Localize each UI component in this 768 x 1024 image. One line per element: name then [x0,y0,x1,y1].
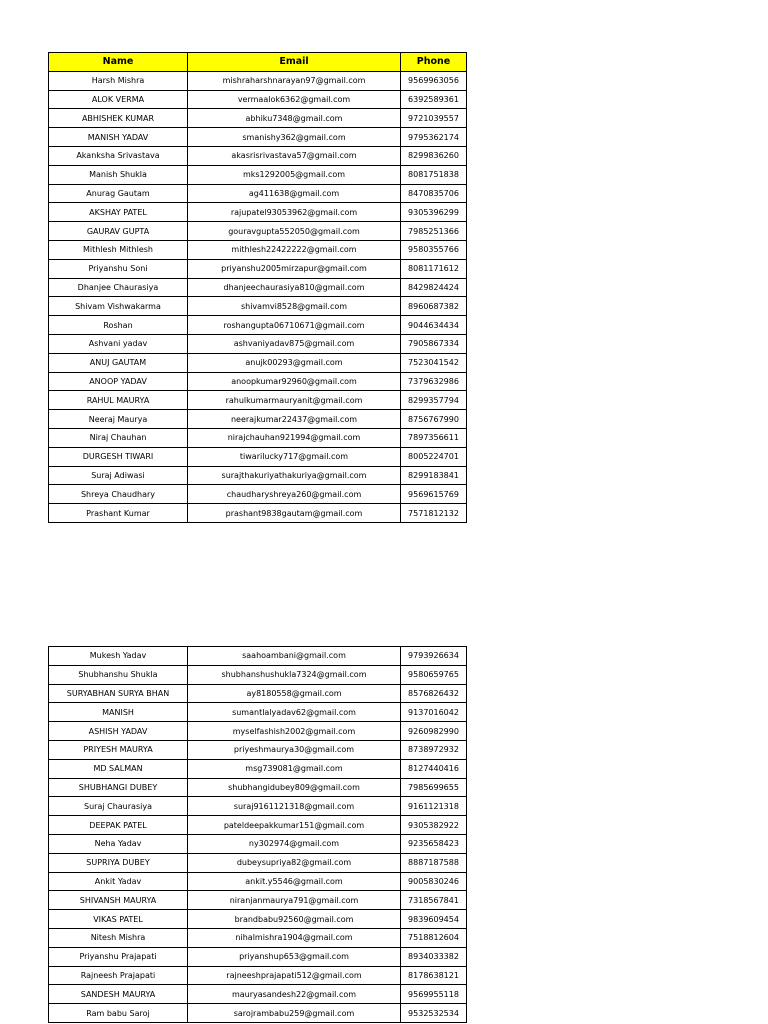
phone-cell: 8299357794 [401,391,467,410]
name-cell: DEEPAK PATEL [49,816,188,835]
email-cell: roshangupta06710671@gmail.com [188,316,401,335]
phone-cell: 8576826432 [401,684,467,703]
name-cell: Ankit Yadav [49,872,188,891]
name-cell: ANOOP YADAV [49,372,188,391]
table-row [49,684,467,703]
table-1-body [49,71,467,522]
name-cell: Harsh Mishra [49,71,188,90]
name-cell: Nitesh Mishra [49,928,188,947]
table-row [49,203,467,222]
phone-cell: 9569963056 [401,71,467,90]
email-cell: ankit.y5546@gmail.com [188,872,401,891]
phone-cell: 7318567841 [401,891,467,910]
table-row [49,466,467,485]
table-row [49,165,467,184]
phone-cell: 9305382922 [401,816,467,835]
email-cell: shubhangidubey809@gmail.com [188,778,401,797]
table-row [49,372,467,391]
phone-cell: 7379632986 [401,372,467,391]
table-row [49,853,467,872]
name-cell: DURGESH TIWARI [49,447,188,466]
email-cell: msg739081@gmail.com [188,759,401,778]
name-cell: Suraj Chaurasiya [49,797,188,816]
phone-cell: 8127440416 [401,759,467,778]
contacts-table-1 [48,52,467,523]
table-row [49,259,467,278]
email-cell: rahulkumarmauryanit@gmail.com [188,391,401,410]
phone-cell: 7518812604 [401,928,467,947]
name-cell: Niraj Chauhan [49,428,188,447]
phone-cell: 8299183841 [401,466,467,485]
table-row [49,797,467,816]
email-cell: priyanshup653@gmail.com [188,947,401,966]
email-cell: chaudharyshreya260@gmail.com [188,485,401,504]
table-row [49,485,467,504]
table-row [49,504,467,523]
phone-cell: 7523041542 [401,353,467,372]
phone-cell: 6392589361 [401,90,467,109]
email-cell: dubeysupriya82@gmail.com [188,853,401,872]
table-row [49,740,467,759]
email-cell: akasrisrivastava57@gmail.com [188,146,401,165]
phone-cell: 9569615769 [401,485,467,504]
table-row [49,428,467,447]
email-cell: smanishy362@gmail.com [188,128,401,147]
header-name: Name [49,53,188,72]
email-cell: sarojrambabu259@gmail.com [188,1004,401,1023]
phone-cell: 9235658423 [401,834,467,853]
name-cell: Anurag Gautam [49,184,188,203]
phone-cell: 9793926634 [401,647,467,666]
table-row [49,109,467,128]
table-row [49,816,467,835]
email-cell: mithlesh22422222@gmail.com [188,240,401,259]
phone-cell: 8178638121 [401,966,467,985]
phone-cell: 9795362174 [401,128,467,147]
name-cell: Manish Shukla [49,165,188,184]
name-cell: Dhanjee Chaurasiya [49,278,188,297]
table-row [49,910,467,929]
phone-cell: 9580355766 [401,240,467,259]
email-cell: ny302974@gmail.com [188,834,401,853]
table-row [49,353,467,372]
name-cell: Priyanshu Prajapati [49,947,188,966]
table-row [49,240,467,259]
email-cell: saahoambani@gmail.com [188,647,401,666]
name-cell: SUPRIYA DUBEY [49,853,188,872]
name-cell: Priyanshu Soni [49,259,188,278]
name-cell: Ashvani yadav [49,334,188,353]
table-row [49,222,467,241]
phone-cell: 8756767990 [401,410,467,429]
table-row [49,928,467,947]
table-row [49,834,467,853]
name-cell: Roshan [49,316,188,335]
table-2-body [49,647,467,1023]
phone-cell: 9005830246 [401,872,467,891]
name-cell: VIKAS PATEL [49,910,188,929]
table-row [49,722,467,741]
name-cell: SURYABHAN SURYA BHAN [49,684,188,703]
email-cell: nihalmishra1904@gmail.com [188,928,401,947]
table-row [49,128,467,147]
email-cell: priyanshu2005mirzapur@gmail.com [188,259,401,278]
table-row [49,1004,467,1023]
name-cell: MANISH [49,703,188,722]
email-cell: shivamvi8528@gmail.com [188,297,401,316]
name-cell: ANUJ GAUTAM [49,353,188,372]
table-row [49,966,467,985]
phone-cell: 9044634434 [401,316,467,335]
phone-cell: 9161121318 [401,797,467,816]
name-cell: MANISH YADAV [49,128,188,147]
email-cell: nirajchauhan921994@gmail.com [188,428,401,447]
email-cell: mks1292005@gmail.com [188,165,401,184]
email-cell: rajupatel93053962@gmail.com [188,203,401,222]
phone-cell: 8081751838 [401,165,467,184]
table-row [49,184,467,203]
email-cell: suraj9161121318@gmail.com [188,797,401,816]
name-cell: Shreya Chaudhary [49,485,188,504]
table-row [49,985,467,1004]
email-cell: sumantlalyadav62@gmail.com [188,703,401,722]
name-cell: ABHISHEK KUMAR [49,109,188,128]
table-row [49,647,467,666]
phone-cell: 9305396299 [401,203,467,222]
name-cell: Prashant Kumar [49,504,188,523]
email-cell: gouravgupta552050@gmail.com [188,222,401,241]
name-cell: Suraj Adiwasi [49,466,188,485]
email-cell: dhanjeechaurasiya810@gmail.com [188,278,401,297]
phone-cell: 8081171612 [401,259,467,278]
phone-cell: 8470835706 [401,184,467,203]
name-cell: GAURAV GUPTA [49,222,188,241]
email-cell: anujk00293@gmail.com [188,353,401,372]
phone-cell: 9721039557 [401,109,467,128]
table-row [49,90,467,109]
email-cell: brandbabu92560@gmail.com [188,910,401,929]
table-row [49,447,467,466]
name-cell: Shivam Vishwakarma [49,297,188,316]
table-row [49,278,467,297]
name-cell: Shubhanshu Shukla [49,665,188,684]
phone-cell: 8960687382 [401,297,467,316]
phone-cell: 9532532534 [401,1004,467,1023]
table-row [49,759,467,778]
phone-cell: 8738972932 [401,740,467,759]
email-cell: prashant9838gautam@gmail.com [188,504,401,523]
phone-cell: 9569955118 [401,985,467,1004]
table-row [49,891,467,910]
name-cell: RAHUL MAURYA [49,391,188,410]
email-cell: surajthakuriyathakuriya@gmail.com [188,466,401,485]
header-phone: Phone [401,53,467,72]
name-cell: Neha Yadav [49,834,188,853]
email-cell: ay8180558@gmail.com [188,684,401,703]
phone-cell: 8429824424 [401,278,467,297]
name-cell: SHIVANSH MAURYA [49,891,188,910]
table-row [49,947,467,966]
email-cell: mishraharshnarayan97@gmail.com [188,71,401,90]
table-row [49,665,467,684]
name-cell: Neeraj Maurya [49,410,188,429]
table-row [49,703,467,722]
table-row [49,297,467,316]
table-row [49,872,467,891]
phone-cell: 7985699655 [401,778,467,797]
phone-cell: 9137016042 [401,703,467,722]
name-cell: Rajneesh Prajapati [49,966,188,985]
table-row [49,316,467,335]
email-cell: tiwarilucky717@gmail.com [188,447,401,466]
table-row [49,391,467,410]
phone-cell: 8299836260 [401,146,467,165]
phone-cell: 7897356611 [401,428,467,447]
phone-cell: 7571812132 [401,504,467,523]
phone-cell: 8934033382 [401,947,467,966]
email-cell: vermaalok6362@gmail.com [188,90,401,109]
table-row [49,146,467,165]
email-cell: rajneeshprajapati512@gmail.com [188,966,401,985]
email-cell: shubhanshushukla7324@gmail.com [188,665,401,684]
header-email: Email [188,53,401,72]
name-cell: ASHISH YADAV [49,722,188,741]
name-cell: PRIYESH MAURYA [49,740,188,759]
header-row [49,53,467,72]
email-cell: ashvaniyadav875@gmail.com [188,334,401,353]
name-cell: Ram babu Saroj [49,1004,188,1023]
phone-cell: 9839609454 [401,910,467,929]
phone-cell: 9580659765 [401,665,467,684]
email-cell: abhiku7348@gmail.com [188,109,401,128]
phone-cell: 8887187588 [401,853,467,872]
email-cell: anoopkumar92960@gmail.com [188,372,401,391]
phone-cell: 7985251366 [401,222,467,241]
email-cell: myselfashish2002@gmail.com [188,722,401,741]
name-cell: Akanksha Srivastava [49,146,188,165]
email-cell: mauryasandesh22@gmail.com [188,985,401,1004]
email-cell: ag411638@gmail.com [188,184,401,203]
email-cell: pateldeepakkumar151@gmail.com [188,816,401,835]
contacts-table-2 [48,646,467,1023]
table-row [49,410,467,429]
table-row [49,71,467,90]
phone-cell: 9260982990 [401,722,467,741]
table-row [49,778,467,797]
table-row [49,334,467,353]
name-cell: AKSHAY PATEL [49,203,188,222]
name-cell: MD SALMAN [49,759,188,778]
phone-cell: 8005224701 [401,447,467,466]
email-cell: niranjanmaurya791@gmail.com [188,891,401,910]
email-cell: neerajkumar22437@gmail.com [188,410,401,429]
name-cell: SANDESH MAURYA [49,985,188,1004]
email-cell: priyeshmaurya30@gmail.com [188,740,401,759]
name-cell: Mukesh Yadav [49,647,188,666]
name-cell: SHUBHANGI DUBEY [49,778,188,797]
name-cell: ALOK VERMA [49,90,188,109]
name-cell: Mithlesh Mithlesh [49,240,188,259]
phone-cell: 7905867334 [401,334,467,353]
